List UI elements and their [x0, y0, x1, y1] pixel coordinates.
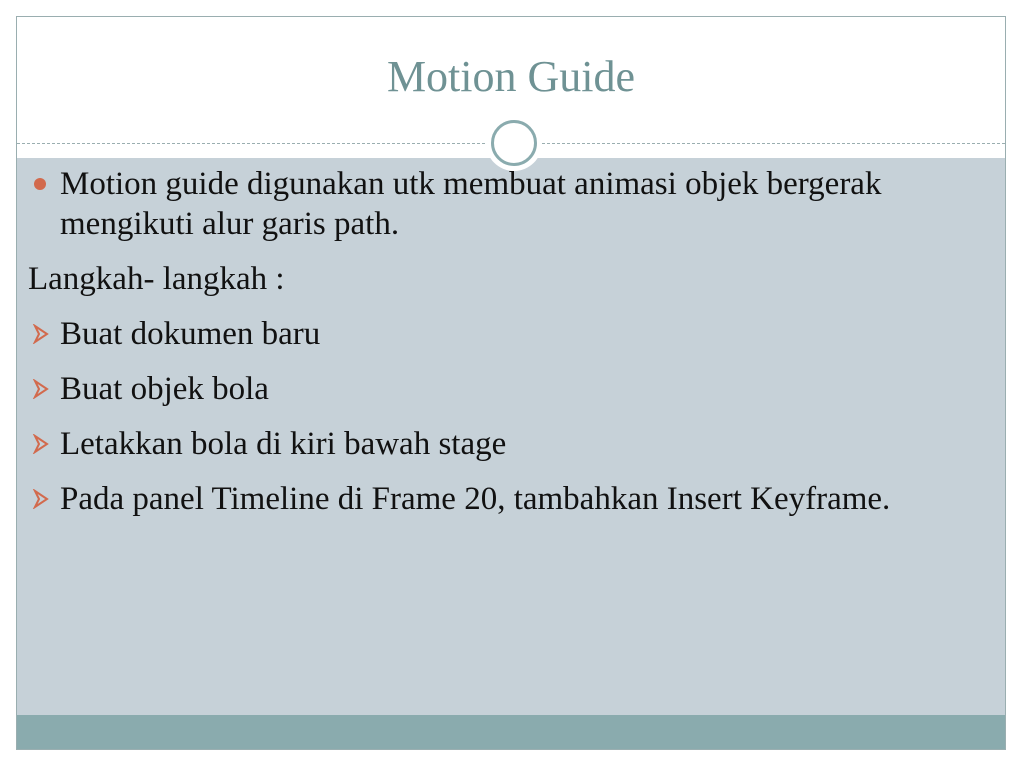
- footer-bar: [17, 715, 1005, 749]
- circle-bullet-icon: [34, 178, 46, 190]
- arrowhead-bullet-icon: [32, 379, 50, 399]
- list-item-text: Pada panel Timeline di Frame 20, tambahkan Insert Keyframe.: [60, 481, 891, 517]
- list-item-text: Langkah- langkah :: [28, 261, 285, 297]
- arrowhead-bullet-icon: [32, 489, 50, 509]
- list-item-text: Motion guide digunakan utk membuat animasi objek bergerak mengikuti alur garis path.: [60, 166, 882, 242]
- list-item: [28, 479, 968, 519]
- ring-icon: [491, 120, 537, 166]
- list-item: [28, 259, 968, 299]
- list-item-text: Letakkan bola di kiri bawah stage: [60, 426, 507, 462]
- slide-title: Motion Guide: [386, 52, 636, 101]
- list-item: [28, 369, 968, 409]
- arrowhead-bullet-icon: [32, 324, 50, 344]
- list-item: [28, 164, 968, 244]
- list-item: [28, 424, 968, 464]
- slide-content: [28, 164, 968, 534]
- list-item: [28, 314, 968, 354]
- list-item-text: Buat dokumen baru: [60, 316, 321, 352]
- arrowhead-bullet-icon: [32, 434, 50, 454]
- list-item-text: Buat objek bola: [60, 371, 269, 407]
